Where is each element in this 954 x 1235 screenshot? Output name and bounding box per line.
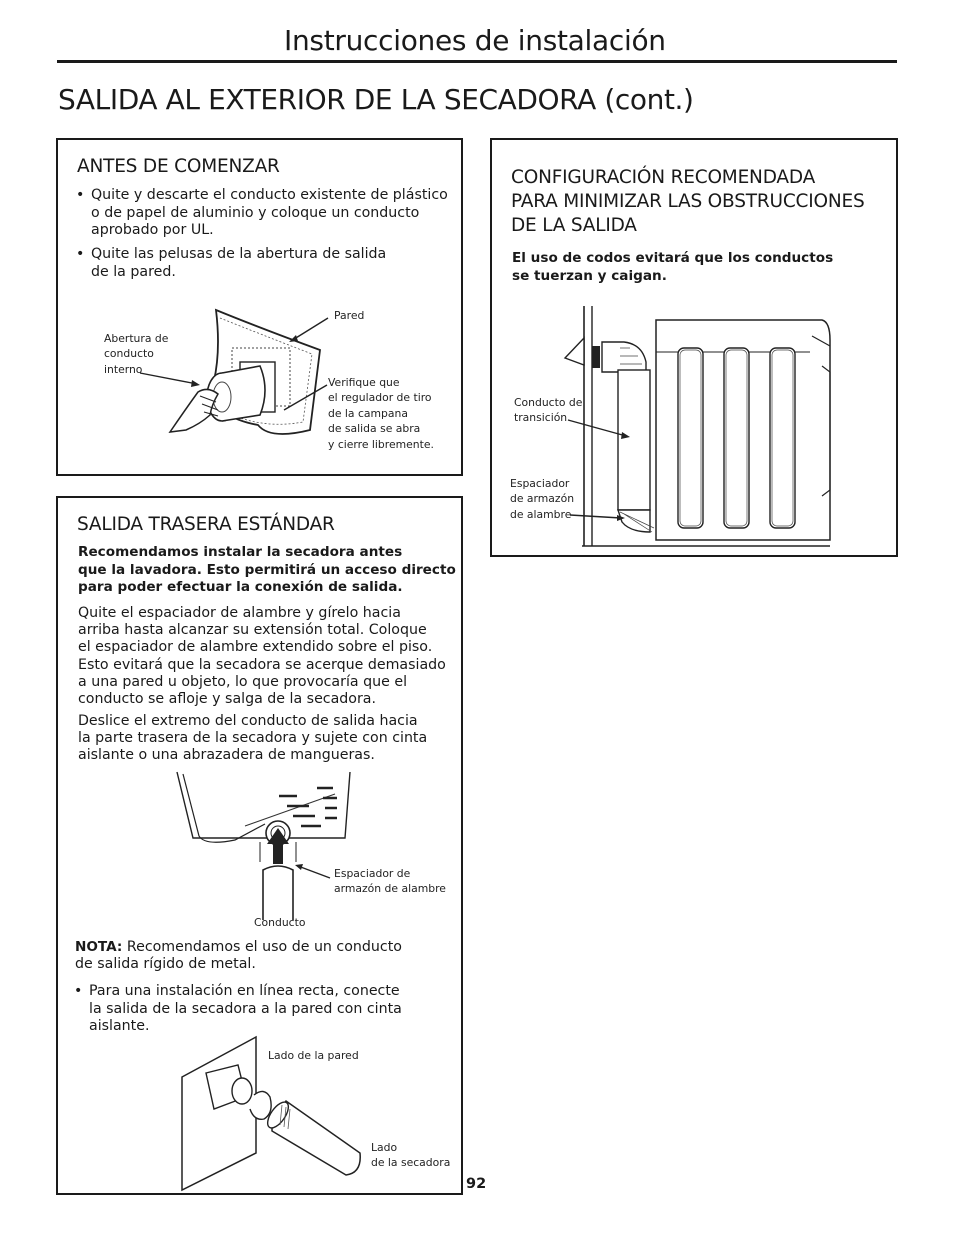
bullet-dot: •: [74, 983, 83, 999]
caption-abertura: Abertura de conducto interno: [104, 332, 169, 376]
page-number: 92: [466, 1176, 487, 1192]
trasera-title: SALIDA TRASERA ESTÁNDAR: [77, 514, 335, 535]
page-header-title: Instrucciones de instalación: [284, 24, 666, 57]
trasera-bold-paragraph: Recomendamos instalar la secadora antes que la lavadora. Esto permitirá un acceso directo para poder efectuar la conexión de salida.: [78, 544, 456, 595]
config-title: CONFIGURACIÓN RECOMENDADA PARA MINIMIZAR LAS OBSTRUCCIONES DE LA SALIDA: [511, 167, 865, 236]
trasera-paragraph-2: Deslice el extremo del conducto de salida hacia la parte trasera de la secadora y sujete con cinta aislante o una abrazadera de mangueras.: [78, 713, 428, 764]
nota-text: Recomendamos el uso de un conducto de salida rígido de metal.: [75, 939, 402, 973]
trasera-paragraph-1: Quite el espaciador de alambre y gírelo hacia arriba hasta alcanzar su extensión total. Coloque el espaciador de alambre extendido sobre el piso. Esto evitará que la secadora se acerque demasiado a una pared u objeto, lo que provocaría que el conducto se afloje y salga de la secadora.: [78, 605, 446, 708]
config-bold-paragraph: El uso de codos evitará que los conductos se tuerzan y caigan.: [512, 250, 834, 284]
section-title: SALIDA AL EXTERIOR DE LA SECADORA (cont.): [58, 83, 694, 116]
nota-label: NOTA:: [75, 939, 123, 955]
antes-title: ANTES DE COMENZAR: [77, 156, 280, 177]
caption-transicion: Conducto de transición: [514, 396, 583, 425]
caption-lado-secadora: Lado de la secadora: [371, 1141, 451, 1170]
bullet-dot: •: [76, 246, 85, 262]
trasera-bullet: • Para una instalación en línea recta, conecte la salida de la secadora a la pared con cinta aislante.: [74, 983, 402, 1034]
bullet-dot: •: [76, 187, 85, 203]
caption-espaciador-trasera: Espaciador de armazón de alambre: [334, 867, 446, 896]
caption-verifique: Verifique que el regulador de tiro de la campana de salida se abra y cierre libremente.: [328, 376, 434, 451]
caption-lado-pared: Lado de la pared: [268, 1049, 359, 1062]
antes-bullet-2: • Quite las pelusas de la abertura de salida de la pared.: [76, 246, 387, 280]
caption-pared: Pared: [334, 309, 365, 322]
caption-espaciador-config: Espaciador de armazón de alambre: [510, 477, 575, 521]
antes-bullet-1: • Quite y descarte el conducto existente de plástico o de papel de aluminio y coloque un conducto aprobado por UL.: [76, 187, 448, 238]
caption-conducto: Conducto: [254, 916, 306, 929]
